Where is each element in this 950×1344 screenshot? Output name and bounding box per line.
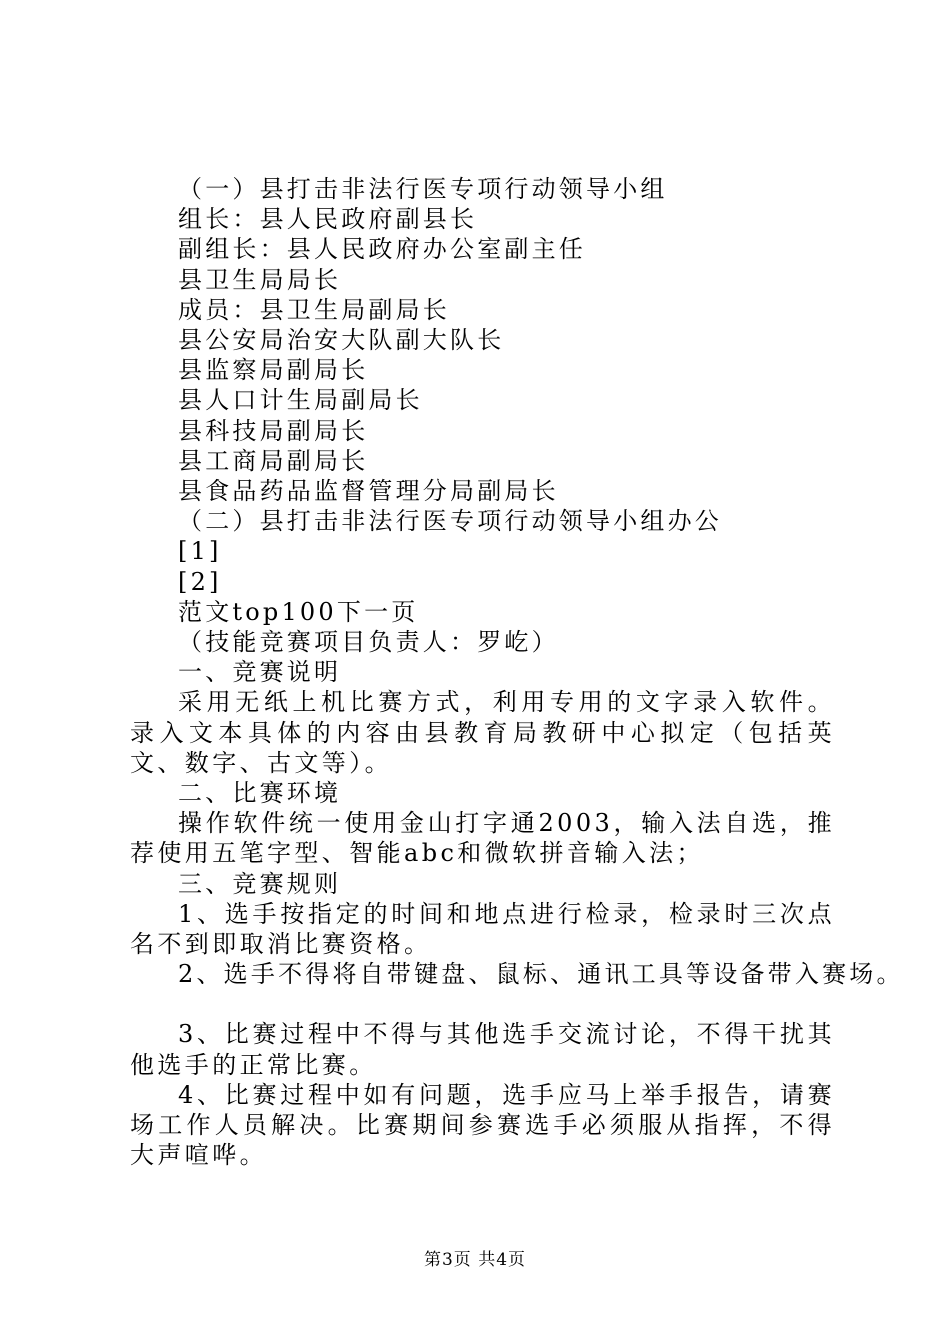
page-link-2[interactable]: [2]	[178, 567, 222, 596]
section-heading-leading-group: （一）县打击非法行医专项行动领导小组	[178, 175, 668, 203]
page-link-1[interactable]: [1]	[178, 537, 222, 566]
text-line: 县人口计生局副局长	[178, 386, 423, 415]
text-line: 县工商局副局长	[178, 446, 369, 475]
document-body	[130, 174, 904, 1171]
rule-item-3: 3、比赛过程中不得与其他选手交流讨论，不得干扰其他选手的正常比赛。	[130, 1020, 835, 1079]
text-line: 县食品药品监督管理分局副局长	[178, 477, 559, 506]
text-line: 县监察局副局长	[178, 356, 369, 385]
text-line: 县科技局副局长	[178, 416, 369, 445]
text-line: 县公安局治安大队副大队长	[178, 326, 505, 355]
text-line: 县卫生局局长	[178, 265, 342, 294]
blank-line	[130, 989, 835, 1019]
rule-item-2: 2、选手不得将自带键盘、鼠标、通讯工具等设备带入赛场。	[178, 960, 904, 989]
text-line: 组长：县人民政府副县长	[178, 205, 478, 234]
project-lead-note: （技能竞赛项目负责人：罗屹）	[178, 628, 559, 657]
heading-competition-description: 一、竞赛说明	[178, 658, 342, 687]
paragraph-software: 操作软件统一使用金山打字通2003，输入法自选，推荐使用五笔字型、智能abc和微软拼音输入法；	[130, 809, 835, 868]
section-heading-office: （二）县打击非法行医专项行动领导小组办公	[178, 507, 722, 536]
paragraph-input-method: 采用无纸上机比赛方式，利用专用的文字录入软件。录入文本具体的内容由县教育局教研中心拟定（包括英文、数字、古文等）。	[130, 688, 835, 777]
next-page-link[interactable]: 范文top100下一页	[178, 597, 419, 626]
rule-item-4: 4、比赛过程中如有问题，选手应马上举手报告，请赛场工作人员解决。比赛期间参赛选手必须服从指挥，不得大声喧哗。	[130, 1080, 835, 1170]
rule-item-1: 1、选手按指定的时间和地点进行检录，检录时三次点名不到即取消比赛资格。	[130, 899, 835, 959]
text-line: 成员：县卫生局副局长	[178, 295, 450, 324]
text-line: 副组长：县人民政府办公室副主任	[178, 235, 586, 264]
page-number-footer: 第3页 共4页	[423, 1250, 527, 1270]
heading-competition-rules: 三、竞赛规则	[178, 869, 342, 898]
heading-competition-environment: 二、比赛环境	[178, 779, 342, 808]
